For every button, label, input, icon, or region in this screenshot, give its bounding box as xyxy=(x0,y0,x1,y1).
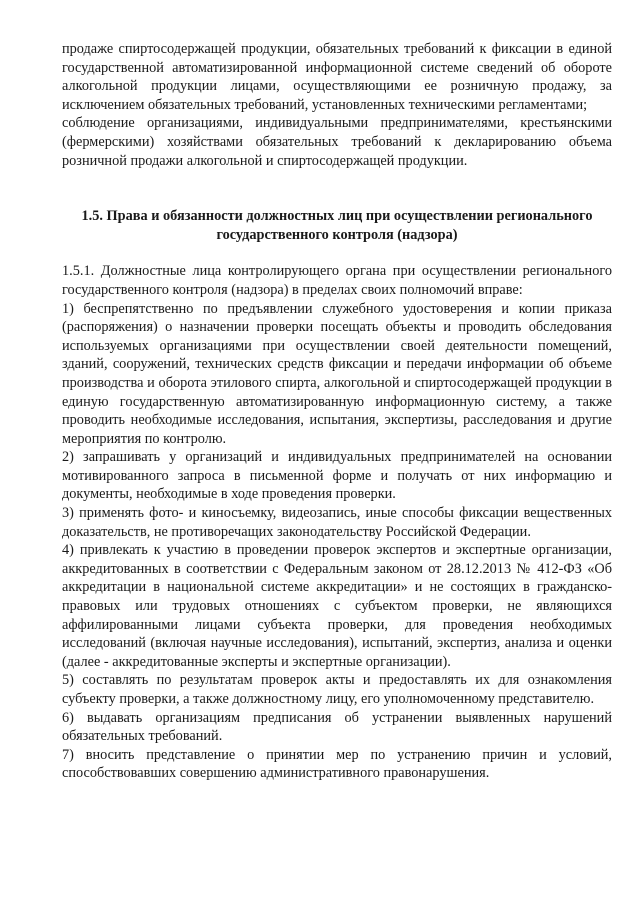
list-item-7: 7) вносить представление о принятии мер по устранению причин и условий, способствовавших совершению административного правонарушения. xyxy=(62,746,612,782)
section-heading: 1.5. Права и обязанности должностных лиц при осуществлении регионального государственного контроля (надзора) xyxy=(81,208,593,243)
section-body xyxy=(62,262,612,783)
list-item-3: 3) применять фото- и киносъемку, видеозапись, иные способы фиксации вещественных доказательств, не противоречащих законодательству Российской Федерации. xyxy=(62,505,612,540)
list-item-2: 2) запрашивать у организаций и индивидуальных предпринимателей на основании мотивированного запроса в письменной форме и получать от них информацию и документы, необходимые в ходе проведения проверки. xyxy=(62,449,612,503)
list-item-5: 5) составлять по результатам проверок акты и предоставлять их для ознакомления субъекту проверки, а также должностному лицу, его уполномоченному представителю. xyxy=(62,672,612,707)
section-paragraph-1-5-1: 1.5.1. Должностные лица контролирующего органа при осуществлении регионального государственного контроля (надзора) в пределах своих полномочий вправе: xyxy=(62,263,612,298)
list-item-6: 6) выдавать организациям предписания об устранении выявленных нарушений обязательных требований. xyxy=(62,709,612,745)
intro-block xyxy=(62,40,612,170)
list-item-1: 1) беспрепятственно по предъявлении служебного удостоверения и копии приказа (распоряжения) о назначении проверки посещать объекты и проводить обследования используемых организациями при осуществлении своей деятельности помещений, зданий, сооружений, технических средств фиксации и передачи информации об объеме производства и оборота этилового спирта, алкогольной и спиртосодержащей продукции в единую государственную автоматизированную информационную систему, а также проводить необходимые исследования, испытания, экспертизы, расследования и другие мероприятия по контролю. xyxy=(62,300,612,447)
intro-paragraph-2: соблюдение организациями, индивидуальными предпринимателями, крестьянскими (фермерскими) хозяйствами обязательных требований к декларированию объема розничной продажи алкогольной и спиртосодержащей продукции. xyxy=(62,115,612,169)
intro-paragraph-1: продаже спиртосодержащей продукции, обязательных требований к фиксации в единой государственной автоматизированной информационной системе сведений об обороте алкогольной продукции лицами, осуществляющими ее розничную продажу, за исключением обязательных требований, установленных техническими регламентами; xyxy=(62,41,612,113)
list-item-4: 4) привлекать к участию в проведении проверок экспертов и экспертные организации, аккредитованных в соответствии с Федеральным законом от 28.12.2013 № 412-ФЗ «Об аккредитации в национальной системе аккредитации» и не состоящих в гражданско-правовых или трудовых отношениях с субъектом проверки, не являющихся аффилированными лицами субъекта проверки, для проведения необходимых исследований (включая научные исследования), испытаний, экспертиз, анализа и оценки (далее - аккредитованные эксперты и экспертные организации). xyxy=(62,542,612,670)
document-page xyxy=(62,40,612,783)
